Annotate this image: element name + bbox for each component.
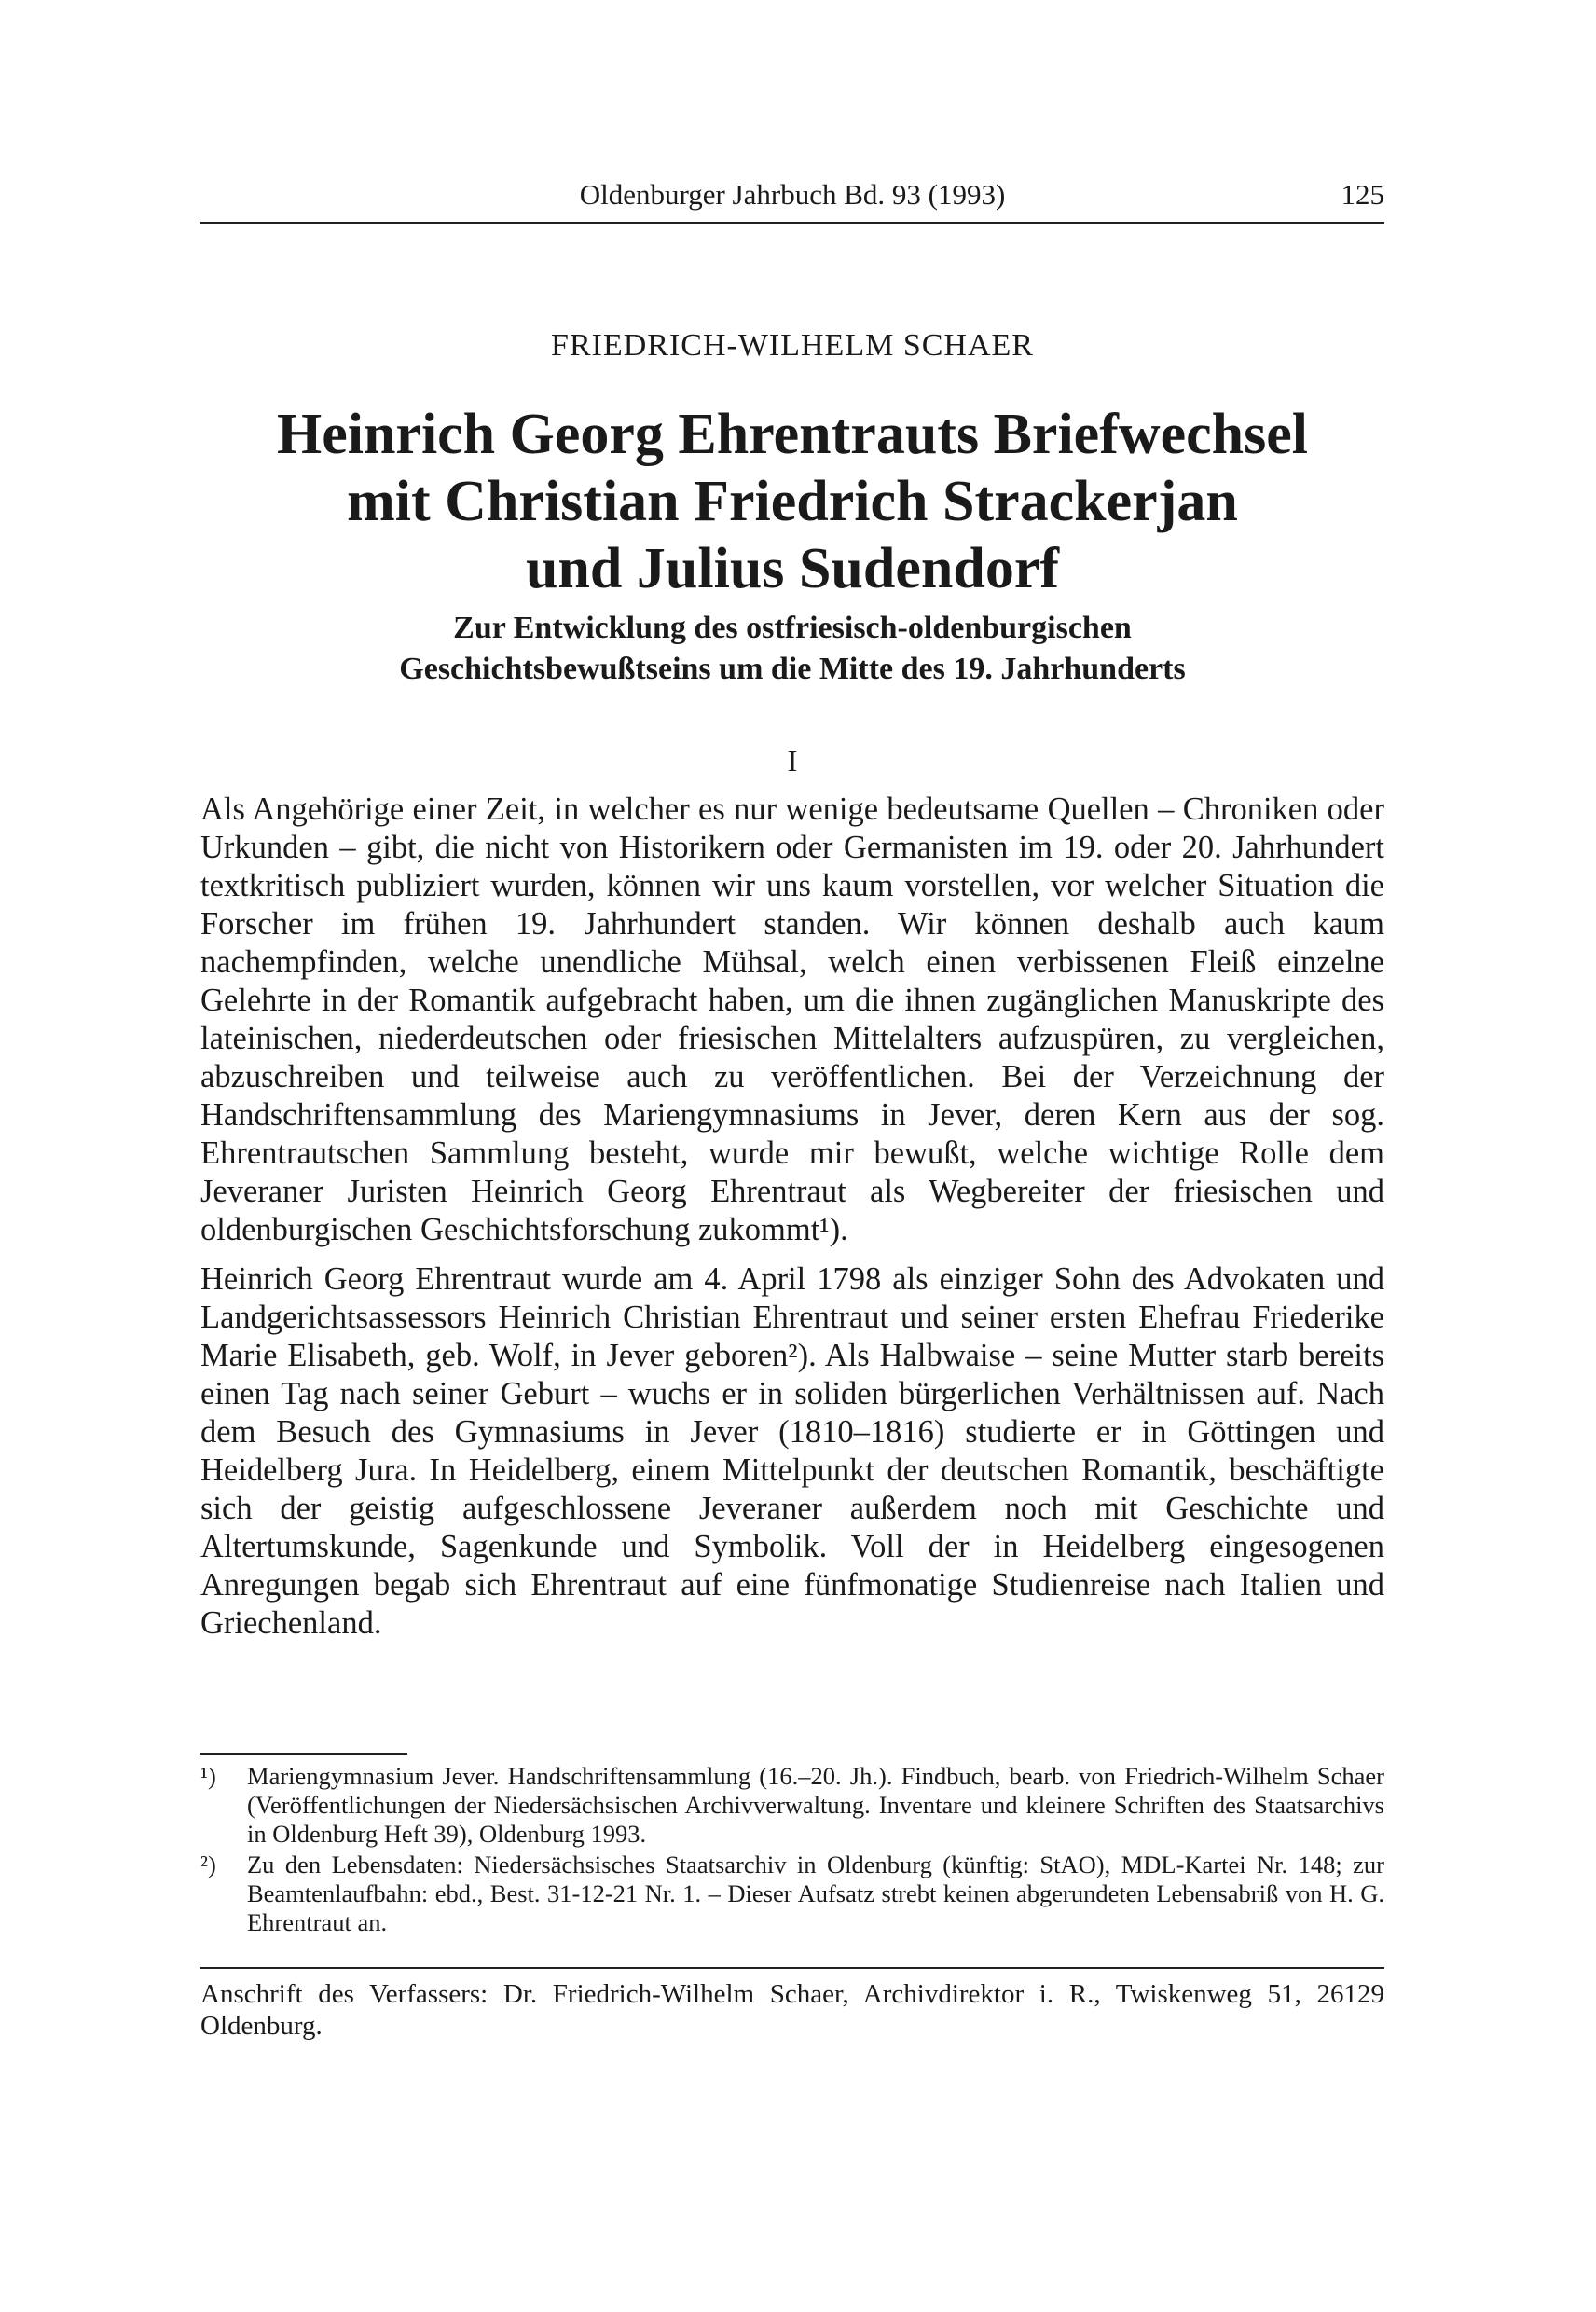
article-subtitle — [200, 608, 1384, 690]
footnote-text: Zu den Lebensdaten: Niedersächsisches Staatsarchiv in Oldenburg (künftig: StAO), MDL-Kartei Nr. 148; zur Beamtenlaufbahn: ebd., Best. 31-12-21 Nr. 1. – Dieser Aufsatz strebt keinen abgerundeten Lebensabriß von H. G. Ehrentraut an. — [247, 1851, 1384, 1936]
article-title — [200, 401, 1384, 602]
header-rule — [200, 222, 1384, 224]
author-address: Anschrift des Verfassers: Dr. Friedrich-Wilhelm Schaer, Archivdirektor i. R., Twiskenweg 51, 26129 Oldenburg. — [200, 1979, 1384, 2041]
subtitle-line: Geschichtsbewußtseins um die Mitte des 19. Jahrhunderts — [399, 652, 1186, 686]
article-body — [200, 791, 1384, 1654]
title-line: mit Christian Friedrich Strackerjan — [347, 470, 1238, 533]
body-paragraph: Als Angehörige einer Zeit, in welcher es nur wenige bedeutsame Quellen – Chroniken oder Urkunden – gibt, die nicht von Historikern oder Germanisten im 19. oder 20. Jahrhundert textkritisch publiziert wurden, können wir uns kaum vorstellen, vor welcher Situation die Forscher im frühen 19. Jahrhundert standen. Wir können deshalb auch kaum nachempfinden, welche unendliche Mühsal, welch einen verbissenen Fleiß einzelne Gelehrte in der Romantik aufgebracht haben, um die ihnen zugänglichen Manuskripte des lateinischen, niederdeutschen oder friesischen Mittelalters aufzuspüren, zu vergleichen, abzuschreiben und teilweise auch zu veröffentlichen. Bei der Verzeichnung der Handschriftensammlung des Mariengymnasiums in Jever, deren Kern aus der sog. Ehrentrautschen Sammlung besteht, wurde mir bewußt, welche wichtige Rolle dem Jeveraner Juristen Heinrich Georg Ehrentraut als Wegbereiter der friesischen und oldenburgischen Geschichtsforschung zukommt¹). — [200, 791, 1384, 1247]
body-paragraph: Heinrich Georg Ehrentraut wurde am 4. April 1798 als einziger Sohn des Advokaten und Landgerichtsassessors Heinrich Christian Ehrentraut und seiner ersten Ehefrau Friederike Marie Elisabeth, geb. Wolf, in Jever geboren²). Als Halbwaise – seine Mutter starb bereits einen Tag nach seiner Geburt – wuchs er in soliden bürgerlichen Verhältnissen auf. Nach dem Besuch des Gymnasiums in Jever (1810–1816) studierte er in Göttingen und Heidelberg Jura. In Heidelberg, einem Mittelpunkt der deutschen Romantik, beschäftigte sich der geistig aufgeschlossene Jeveraner außerdem noch mit Geschichte und Altertumskunde, Sagenkunde und Symbolik. Voll der in Heidelberg eingesogenen Anregungen begab sich Ehrentraut auf eine fünfmonatige Studienreise nach Italien und Griechenland. — [200, 1261, 1384, 1641]
footnote — [200, 1762, 1384, 1849]
section-number: I — [787, 744, 798, 778]
journal-title: Oldenburger Jahrbuch Bd. 93 (1993) — [579, 178, 1006, 211]
address-rule — [200, 1967, 1384, 1969]
article-author: FRIEDRICH-WILHELM SCHAER — [551, 328, 1034, 363]
running-head — [200, 173, 1384, 216]
footnote — [200, 1851, 1384, 1937]
footnote-text: Mariengymnasium Jever. Handschriftensammlung (16.–20. Jh.). Findbuch, bearb. von Friedrich-Wilhelm Schaer (Veröffentlichungen der Niedersächsischen Archivverwaltung. Inventare und kleinere Schriften des Staatsarchivs in Oldenburg Heft 39), Oldenburg 1993. — [247, 1762, 1384, 1848]
footnote-mark: ¹) — [200, 1762, 216, 1790]
footnote-mark: ²) — [200, 1851, 216, 1878]
page-number: 125 — [1341, 178, 1384, 211]
subtitle-line: Zur Entwicklung des ostfriesisch-oldenburgischen — [453, 611, 1132, 645]
title-line: Heinrich Georg Ehrentrauts Briefwechsel — [276, 403, 1309, 466]
footnote-rule — [200, 1753, 407, 1755]
footnotes — [200, 1762, 1384, 1939]
title-line: und Julius Sudendorf — [525, 537, 1060, 600]
